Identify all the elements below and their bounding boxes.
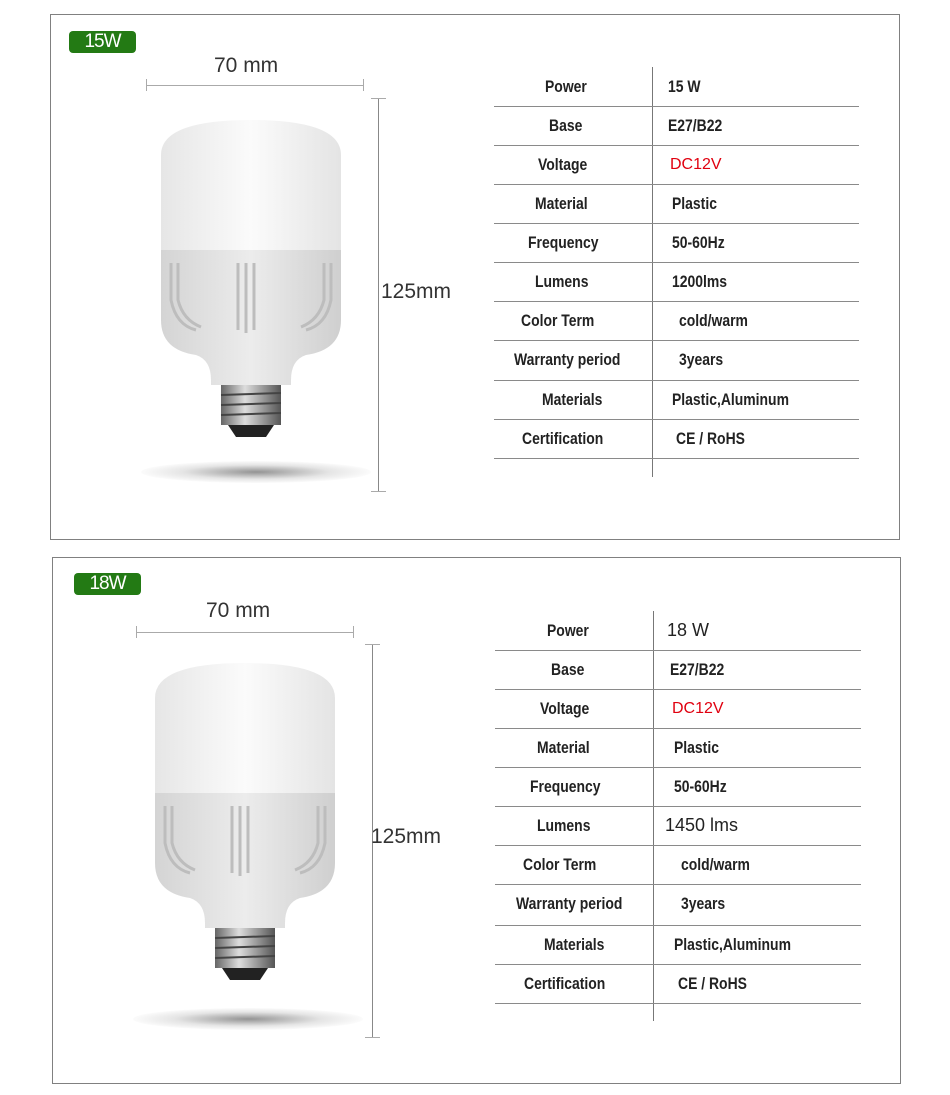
spec-row-lumens — [495, 806, 861, 846]
spec-value: Plastic,Aluminum — [674, 935, 791, 954]
spec-key: Lumens — [535, 272, 589, 291]
spec-key: Base — [551, 660, 585, 679]
wattage-badge: 18W — [74, 573, 141, 595]
spec-key: Power — [545, 77, 587, 96]
spec-value: Plastic — [674, 738, 719, 757]
spec-key: Warranty period — [516, 894, 623, 913]
spec-key: Voltage — [538, 155, 588, 174]
spec-value: cold/warm — [679, 311, 748, 330]
spec-key: Voltage — [540, 699, 590, 718]
spec-value: E27/B22 — [670, 660, 725, 679]
spec-key: Certification — [522, 429, 604, 448]
spec-row-color-term — [495, 845, 861, 885]
spec-row-material — [495, 728, 861, 768]
bulb-shadow — [133, 1008, 363, 1030]
spec-row-frequency — [495, 767, 861, 807]
width-dimension-line — [136, 632, 354, 633]
spec-row-frequency — [494, 223, 859, 263]
spec-row-base — [495, 650, 861, 690]
spec-value: 1450 lms — [665, 815, 739, 835]
spec-row-materials — [495, 925, 861, 965]
spec-row-warranty — [494, 340, 859, 381]
spec-key: Warranty period — [514, 350, 621, 369]
spec-key: Color Term — [521, 311, 595, 330]
led-bulb-image — [156, 115, 346, 455]
spec-value: E27/B22 — [668, 116, 723, 135]
product-panel-18w — [52, 557, 901, 1084]
spec-key: Power — [547, 621, 589, 640]
spec-key: Material — [535, 194, 588, 213]
spec-row-base — [494, 106, 859, 146]
spec-value: Plastic — [672, 194, 717, 213]
width-dimension-line — [146, 85, 364, 86]
spec-table — [494, 67, 859, 477]
spec-row-certification — [494, 419, 859, 459]
dimension-tick — [146, 79, 147, 91]
height-dimension-line — [378, 98, 379, 491]
spec-value: 15 W — [668, 77, 701, 96]
spec-value: CE / RoHS — [676, 429, 745, 448]
spec-key: Frequency — [528, 233, 599, 252]
wattage-badge: 15W — [69, 31, 136, 53]
dimension-tick — [353, 626, 354, 638]
width-dimension-label: 70 mm — [206, 599, 271, 622]
spec-value: cold/warm — [681, 855, 750, 874]
spec-row-power — [494, 67, 859, 107]
spec-key: Color Term — [523, 855, 597, 874]
spec-key: Lumens — [537, 816, 591, 835]
spec-key: Certification — [524, 974, 606, 993]
spec-key: Materials — [544, 935, 605, 954]
spec-key: Materials — [542, 390, 603, 409]
spec-value: 50-60Hz — [674, 777, 727, 796]
spec-table — [495, 611, 861, 1021]
dimension-tick — [363, 79, 364, 91]
spec-value: 3years — [681, 894, 726, 913]
width-dimension-label: 70 mm — [214, 54, 279, 77]
dimension-tick — [365, 1037, 380, 1038]
bulb-shadow — [141, 461, 371, 483]
product-panel-15w — [50, 14, 900, 540]
spec-value: DC12V — [672, 700, 724, 717]
spec-row-color-term — [494, 301, 859, 341]
spec-value: Plastic,Aluminum — [672, 390, 789, 409]
spec-row-certification — [495, 964, 861, 1004]
spec-row-voltage — [494, 145, 859, 185]
dimension-tick — [371, 98, 386, 99]
dimension-tick — [365, 644, 380, 645]
spec-key: Base — [549, 116, 583, 135]
dimension-tick — [136, 626, 137, 638]
spec-row-voltage — [495, 689, 861, 729]
spec-key: Material — [537, 738, 590, 757]
spec-row-lumens — [494, 262, 859, 302]
dimension-tick — [371, 491, 386, 492]
led-bulb-image — [150, 658, 340, 998]
spec-row-power — [495, 611, 861, 651]
spec-value: 3years — [679, 350, 724, 369]
spec-value: 1200lms — [672, 272, 728, 291]
spec-row-materials — [494, 380, 859, 420]
spec-value: 18 W — [667, 620, 710, 640]
spec-value: 50-60Hz — [672, 233, 725, 252]
spec-key: Frequency — [530, 777, 601, 796]
spec-value: DC12V — [670, 156, 722, 173]
spec-row-material — [494, 184, 859, 224]
spec-value: CE / RoHS — [678, 974, 747, 993]
spec-row-warranty — [495, 884, 861, 926]
height-dimension-label: 125mm — [381, 280, 452, 303]
height-dimension-label: 125mm — [371, 825, 442, 848]
